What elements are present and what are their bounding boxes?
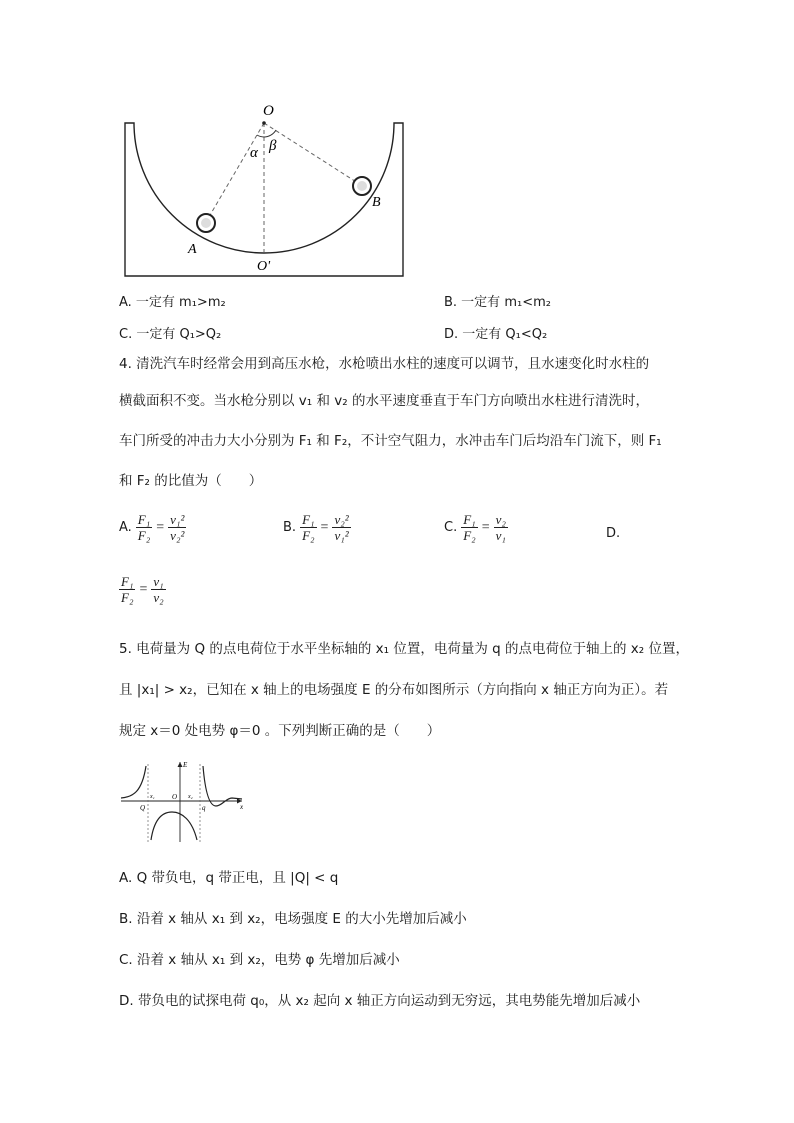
- q4-line-4: 和 F₂ 的比值为（ ）: [119, 473, 263, 489]
- q3-option-B: B. 一定有 m₁<m₂: [444, 295, 551, 310]
- frac-den: v₁²: [334, 528, 349, 543]
- label-O: O: [263, 103, 274, 119]
- q5-option-D: D. 带负电的试探电荷 q₀，从 x₂ 起向 x 轴正方向运动到无穷远，其电势能先增加后减小: [119, 993, 641, 1009]
- label-E: E: [183, 761, 188, 769]
- angle-beta-arc: [264, 130, 276, 137]
- q4-option-A-lhs: [136, 512, 152, 543]
- q4-option-A-letter: A.: [119, 520, 132, 535]
- e-field-figure: [118, 758, 248, 846]
- q4-option-B-letter: B.: [283, 520, 297, 535]
- q4-option-D-lhs: [119, 574, 135, 605]
- label-A: A: [188, 242, 197, 257]
- q4-option-C-rhs: [494, 512, 508, 543]
- q3-option-D: D. 一定有 Q₁<Q₂: [444, 327, 548, 342]
- q4-option-B: [283, 512, 351, 543]
- q5-option-B: B. 沿着 x 轴从 x₁ 到 x₂，电场强度 E 的大小先增加后减小: [119, 911, 467, 927]
- q5-line-3: 规定 x＝0 处电势 φ＝0 。下列判断正确的是（ ）: [119, 723, 441, 739]
- label-x: x: [240, 803, 244, 811]
- q4-option-C: [444, 512, 508, 543]
- angle-alpha-arc: [257, 135, 264, 137]
- q4-line-2: 横截面积不变。当水枪分别以 v₁ 和 v₂ 的水平速度垂直于车门方向喷出水柱进行清洗时，: [119, 393, 649, 409]
- frac-den: v₂: [153, 590, 164, 605]
- label-x1: x₁: [150, 794, 155, 800]
- frac-num: F₁: [463, 512, 476, 527]
- q4-option-D: [119, 574, 166, 605]
- equals-sign: =: [320, 519, 329, 535]
- frac-num: F₁: [302, 512, 315, 527]
- frac-den: v₂²: [170, 528, 185, 543]
- q4-option-D-letter: D.: [606, 526, 621, 541]
- frac-den: F₂: [302, 528, 315, 543]
- label-origin: O: [172, 793, 178, 801]
- frac-num: F₁: [121, 574, 134, 589]
- line-OA: [206, 123, 264, 222]
- q5-option-C: C. 沿着 x 轴从 x₁ 到 x₂，电势 φ 先增加后减小: [119, 952, 400, 968]
- label-q: q: [202, 804, 206, 812]
- frac-num: F₁: [137, 512, 151, 527]
- q4-option-B-lhs: [300, 512, 316, 543]
- equals-sign: =: [139, 581, 148, 597]
- label-alpha: α: [250, 145, 258, 161]
- q5-line-1: 5. 电荷量为 Q 的点电荷位于水平坐标轴的 x₁ 位置，电荷量为 q 的点电荷位于轴上的 x₂ 位置，: [119, 641, 689, 657]
- equals-sign: =: [481, 519, 490, 535]
- frac-den: v₁: [495, 528, 506, 543]
- label-B: B: [372, 195, 381, 210]
- frac-num: v₂: [495, 512, 506, 527]
- ball-B-shade: [357, 181, 367, 191]
- curve-right: [203, 766, 242, 806]
- q4-option-A: [119, 512, 186, 543]
- label-O-prime: O': [257, 259, 271, 274]
- q5-line-2: 且 |x₁| > x₂，已知在 x 轴上的电场强度 E 的分布如图所示（方向指向 x 轴正方向为正）。若: [119, 682, 669, 698]
- pivot-point: [262, 121, 266, 125]
- q3-option-C: C. 一定有 Q₁>Q₂: [119, 327, 222, 342]
- q4-line-3: 车门所受的冲击力大小分别为 F₁ 和 F₂，不计空气阻力，水冲击车门后均沿车门流下，则 F₁: [119, 433, 662, 449]
- q4-option-C-lhs: [461, 512, 477, 543]
- q5-option-A: A. Q 带负电，q 带正电，且 |Q| < q: [119, 870, 339, 886]
- label-Q: Q: [140, 804, 146, 812]
- q4-option-A-rhs: [168, 512, 186, 543]
- line-OB: [264, 123, 361, 185]
- label-x2: x₂: [188, 794, 193, 800]
- frac-den: F₂: [463, 528, 476, 543]
- label-beta: β: [269, 138, 277, 154]
- e-axis-arrow: [178, 762, 183, 767]
- frac-num: v₁²: [170, 512, 185, 527]
- q3-option-A: A. 一定有 m₁>m₂: [119, 295, 226, 310]
- q4-option-D-rhs: [151, 574, 165, 605]
- equals-sign: =: [156, 519, 165, 535]
- frac-den: F₂: [137, 528, 151, 543]
- curve-middle: [151, 812, 197, 840]
- ball-A-shade: [201, 218, 211, 228]
- q4-line-1: 4. 清洗汽车时经常会用到高压水枪，水枪喷出水柱的速度可以调节，且水速变化时水柱的: [119, 356, 650, 372]
- frac-num: v₂²: [334, 512, 349, 527]
- frac-den: F₂: [121, 590, 134, 605]
- bowl-figure: [118, 98, 408, 280]
- q4-option-C-letter: C.: [444, 520, 458, 535]
- q4-option-B-rhs: [332, 512, 350, 543]
- curve-left: [121, 766, 146, 798]
- frac-num: v₁: [153, 574, 164, 589]
